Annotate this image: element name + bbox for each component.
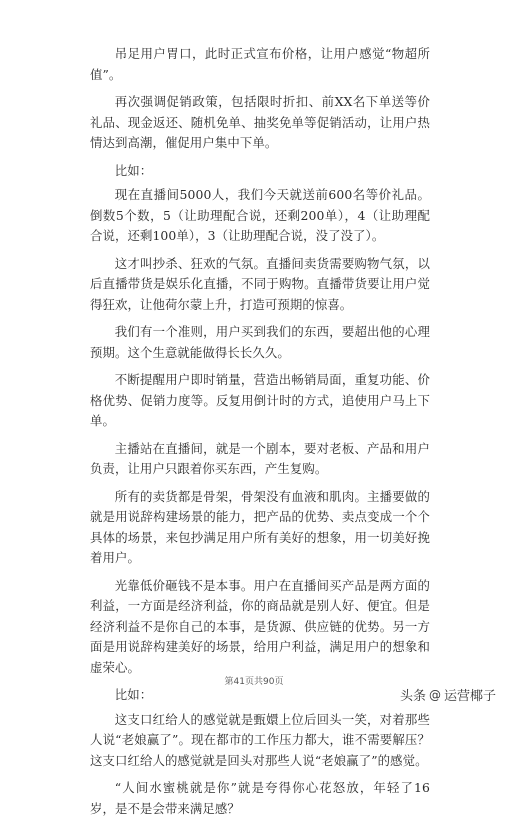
watermark-handle: 运营椰子 xyxy=(443,689,496,704)
paragraph: 再次强调促销政策，包括限时折扣、前XX名下单送等价礼品、现金返还、随机免单、抽奖免单等促销活动，让用户热情达到高潮，催促用户集中下单。 xyxy=(90,94,430,150)
paragraph: 现在直播间5000人，我们今天就送前600名等价礼品。倒数5个数，5（让助理配合说，还剩200单），4（让助理配合说，还剩100单），3（让助理配合说，没了没了）。 xyxy=(90,187,430,243)
watermark xyxy=(400,685,496,704)
paragraph: 吊足用户胃口，此时正式宣布价格，让用户感觉“物超所值”。 xyxy=(90,46,430,82)
paragraph: 光靠低价砸钱不是本事。用户在直播间买产品是两方面的利益，一方面是经济利益，你的商品就是别人好、便宜。但是经济利益不是你自己的本事，是货源、供应链的优势。另一方面是用说辞构建美好的场景，给用户利益，满足用户的想象和虚荣心。 xyxy=(90,577,430,675)
watermark-prefix: 头条 xyxy=(399,689,426,704)
page-content xyxy=(90,44,430,826)
paragraph: 所有的卖货都是骨架，骨架没有血液和肌肉。主播要做的就是用说辞构建场景的能力，把产品的优势、卖点变成一个个具体的场景，来包抄满足用户所有美好的想象，用一切美好挽着用户。 xyxy=(90,488,430,565)
paragraph-example-label: 比如： xyxy=(114,162,153,178)
paragraph: 主播站在直播间，就是一个剧本，要对老板、产品和用户负责，让用户只跟着你买东西，产生复购。 xyxy=(90,440,430,476)
paragraph-example-label: 比如： xyxy=(114,687,153,702)
at-sign: @ xyxy=(428,687,441,702)
page-number-footer: 第41页共90页 xyxy=(224,677,284,687)
paragraph: 这才叫抄杀、狂欢的气氛。直播间卖货需要购物气氛，以后直播带货是娱乐化直播，不同于购物。直播带货要让用户觉得狂欢，让他荷尔蒙上升，打造可预期的惊喜。 xyxy=(90,255,430,312)
paragraph: 这支口红给人的感觉就是甄嬛上位后回头一笑，对着那些人说“老娘赢了”。现在都市的工作压力都大，谁不需要解压？这支口红给人的感觉就是回头对那些人说“老娘赢了”的感觉。 xyxy=(90,711,430,768)
paragraph: 不断提醒用户即时销量，营造出畅销局面，重复功能、价格优势、促销力度等。反复用倒计时的方式，追使用户马上下单。 xyxy=(90,372,430,428)
paragraph: 我们有一个准则，用户买到我们的东西，要超出他的心理预期。这个生意就能做得长长久久。 xyxy=(90,324,430,360)
paragraph: “人间水蜜桃就是你”就是夸得你心花怒放，年轻了16岁，是不是会带来满足感？ xyxy=(90,780,430,816)
